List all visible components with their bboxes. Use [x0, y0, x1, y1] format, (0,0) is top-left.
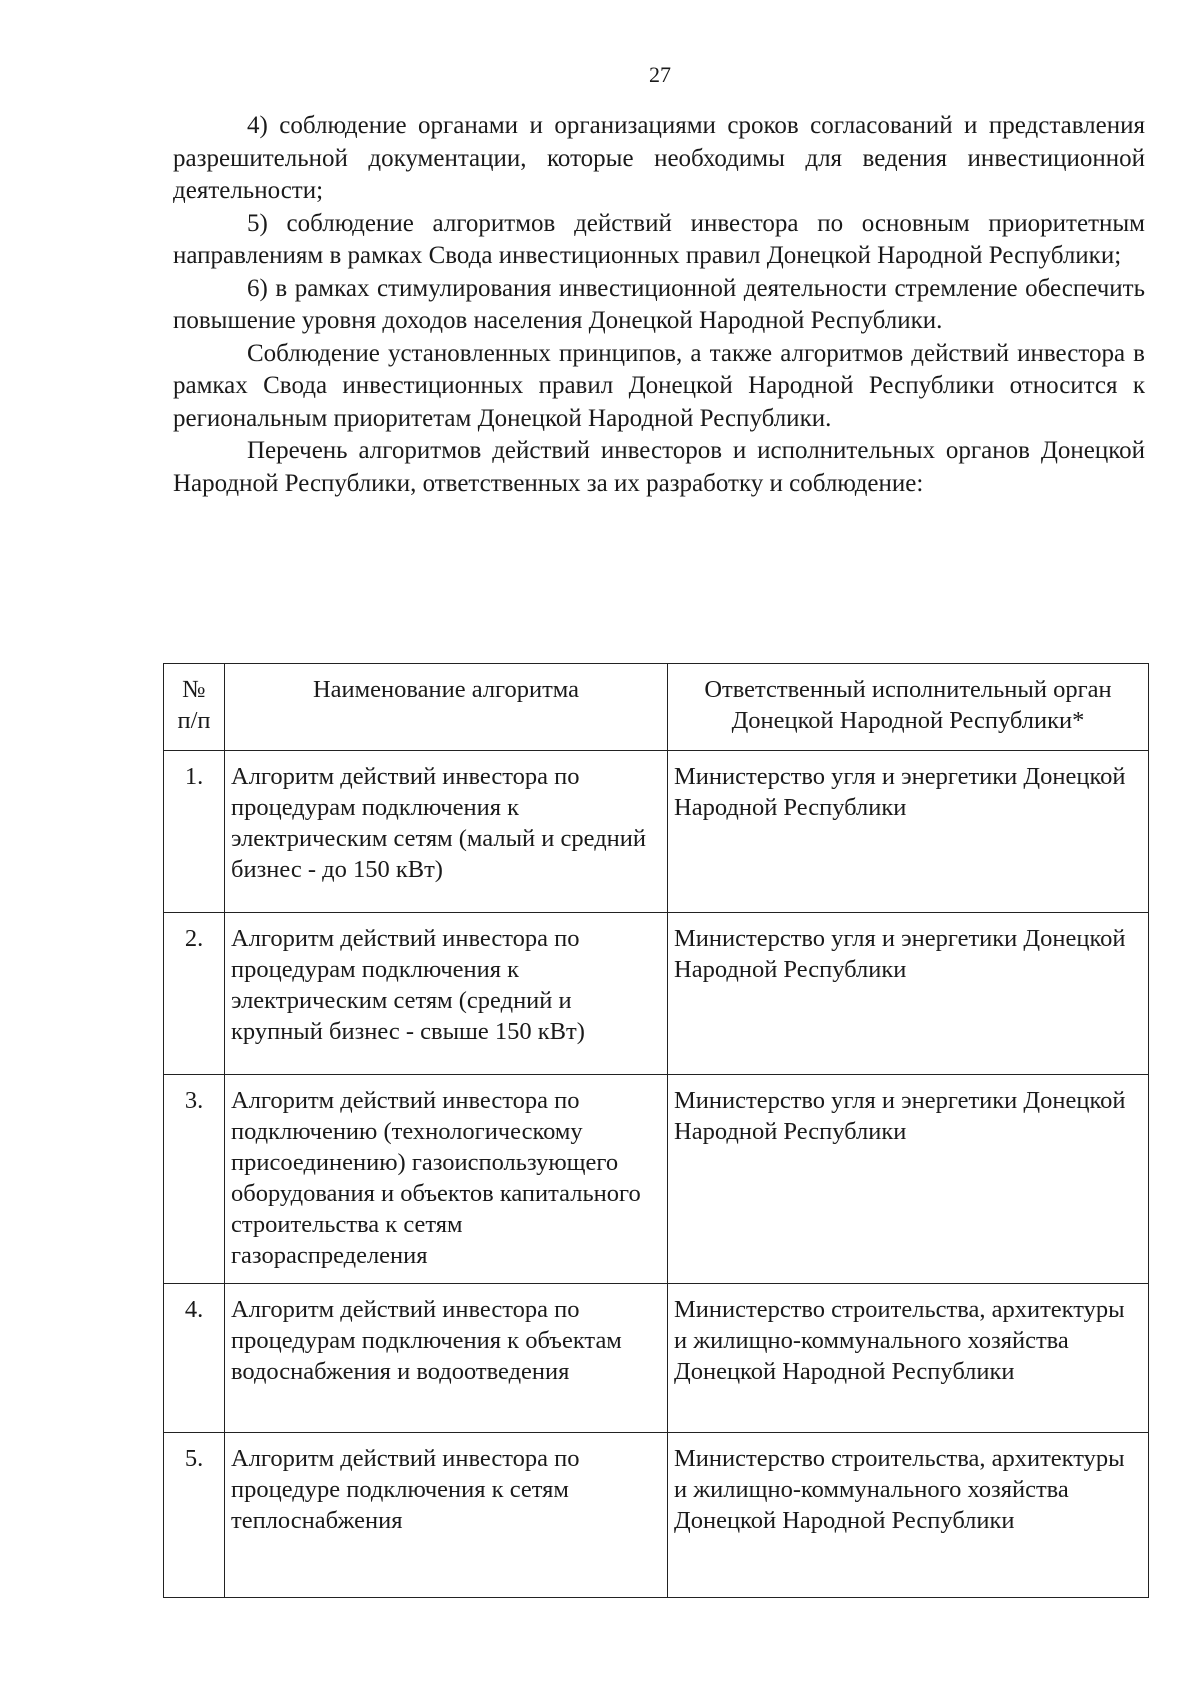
- paragraph-item-5: 5) соблюдение алгоритмов действий инвестора по основным приоритетным направлениям в рамках Свода инвестиционных правил Донецкой Народной Республики;: [173, 209, 1145, 269]
- table-header-row: [164, 664, 1149, 751]
- row-number: 4.: [164, 1284, 225, 1433]
- row-number: 3.: [164, 1075, 225, 1284]
- row-algorithm-name: Алгоритм действий инвестора по процедуре подключения к сетям теплоснабжения: [225, 1433, 668, 1598]
- row-algorithm-name: Алгоритм действий инвестора по процедурам подключения к электрическим сетям (малый и средний бизнес - до 150 кВт): [225, 751, 668, 913]
- table-row: [164, 1433, 1149, 1598]
- table-row: [164, 751, 1149, 913]
- header-responsible-organ: Ответственный исполнительный орган Донецкой Народной Республики*: [668, 664, 1149, 751]
- row-algorithm-name: Алгоритм действий инвестора по процедурам подключения к электрическим сетям (средний и крупный бизнес - свыше 150 кВт): [225, 913, 668, 1075]
- header-algorithm-name: Наименование алгоритма: [225, 664, 668, 751]
- table-row: [164, 913, 1149, 1075]
- row-responsible-organ: Министерство строительства, архитектуры и жилищно-коммунального хозяйства Донецкой Народной Республики: [668, 1284, 1149, 1433]
- row-algorithm-name: Алгоритм действий инвестора по подключению (технологическому присоединению) газоиспользующего оборудования и объектов капитального строительства к сетям газораспределения: [225, 1075, 668, 1284]
- row-responsible-organ: Министерство угля и энергетики Донецкой Народной Республики: [668, 1075, 1149, 1284]
- row-number: 5.: [164, 1433, 225, 1598]
- row-responsible-organ: Министерство строительства, архитектуры и жилищно-коммунального хозяйства Донецкой Народной Республики: [668, 1433, 1149, 1598]
- header-number-line1: №: [182, 676, 206, 703]
- row-number: 1.: [164, 751, 225, 913]
- header-number-line2: п/п: [177, 707, 211, 734]
- paragraph-principles: Соблюдение установленных принципов, а также алгоритмов действий инвестора в рамках Свода инвестиционных правил Донецкой Народной Республики относится к региональным приоритетам Донецкой Народной Республики.: [173, 339, 1145, 432]
- page-number: 27: [649, 62, 671, 87]
- header-number: [164, 664, 225, 751]
- body-text: [173, 110, 1145, 500]
- row-responsible-organ: Министерство угля и энергетики Донецкой Народной Республики: [668, 913, 1149, 1075]
- algorithms-table: [163, 663, 1149, 1598]
- row-algorithm-name: Алгоритм действий инвестора по процедурам подключения к объектам водоснабжения и водоотведения: [225, 1284, 668, 1433]
- paragraph-item-6: 6) в рамках стимулирования инвестиционной деятельности стремление обеспечить повышение уровня доходов населения Донецкой Народной Республики.: [173, 274, 1145, 334]
- table-row: [164, 1284, 1149, 1433]
- paragraph-list-intro: Перечень алгоритмов действий инвесторов и исполнительных органов Донецкой Народной Республики, ответственных за их разработку и соблюдение:: [173, 437, 1145, 497]
- row-number: 2.: [164, 913, 225, 1075]
- row-responsible-organ: Министерство угля и энергетики Донецкой Народной Республики: [668, 751, 1149, 913]
- table-row: [164, 1075, 1149, 1284]
- paragraph-item-4: 4) соблюдение органами и организациями сроков согласований и представления разрешительной документации, которые необходимы для ведения инвестиционной деятельности;: [173, 112, 1145, 204]
